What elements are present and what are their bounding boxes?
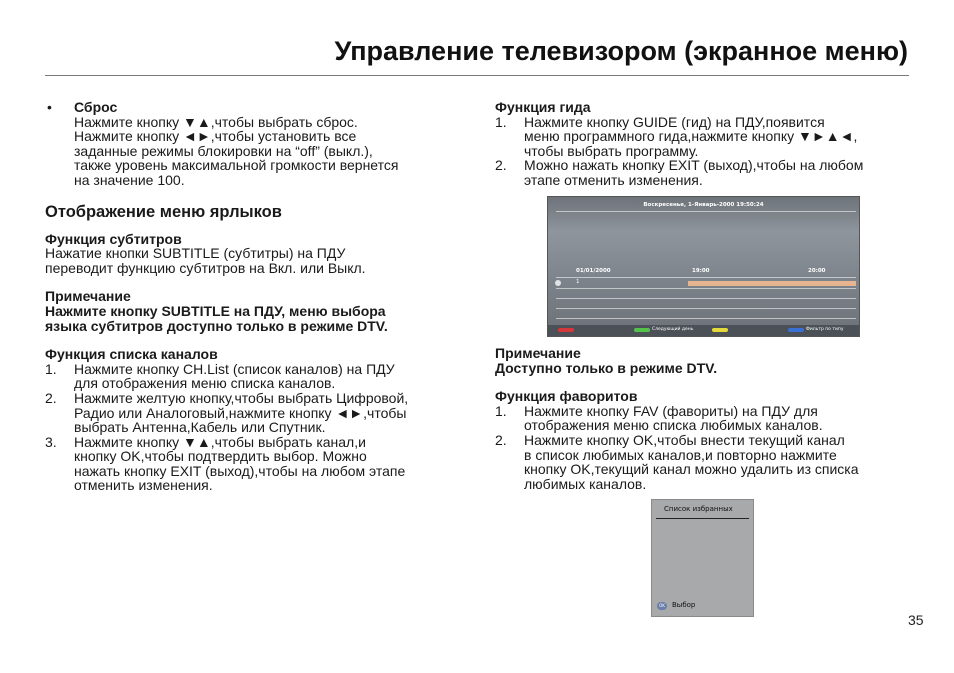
list-line: этапе отменить изменения. bbox=[524, 171, 703, 188]
reset-line: на значение 100. bbox=[74, 171, 185, 188]
list-number: 2. bbox=[495, 157, 507, 174]
reset-line: Нажмите кнопку ◄►,чтобы установить все bbox=[74, 128, 357, 145]
channel-list-title: Функция списка каналов bbox=[45, 346, 218, 363]
select-label: Выбор bbox=[672, 601, 696, 609]
list-number: 3. bbox=[45, 433, 57, 450]
left-column bbox=[45, 100, 465, 493]
list-line: Нажмите кнопку CH.List (список каналов) на ПДУ bbox=[74, 360, 395, 377]
list-item bbox=[495, 404, 915, 433]
list-number: 2. bbox=[45, 389, 57, 406]
list-line: отменить изменения. bbox=[74, 477, 213, 494]
epg-divider bbox=[556, 298, 856, 299]
epg-screenshot bbox=[547, 196, 860, 337]
list-line: в список любимых каналов,и повторно нажмите bbox=[524, 446, 837, 463]
ok-key-icon[interactable]: OK bbox=[657, 602, 667, 610]
green-key-icon[interactable] bbox=[634, 328, 650, 332]
subtitle-title: Функция субтитров bbox=[45, 230, 182, 247]
note-title: Примечание bbox=[45, 288, 131, 305]
list-line: Нажмите кнопку ▼▲,чтобы выбрать канал,и bbox=[74, 433, 366, 450]
right-lower-column bbox=[495, 346, 915, 491]
red-key-icon[interactable] bbox=[558, 328, 574, 332]
epg-divider bbox=[556, 277, 856, 278]
page-title: Управление телевизором (экранное меню) bbox=[334, 36, 908, 66]
subtitle-line: переводит функцию субтитров на Вкл. или Выкл. bbox=[45, 259, 366, 276]
favorites-screenshot bbox=[651, 499, 754, 617]
list-line: Нажмите желтую кнопку,чтобы выбрать Цифровой, bbox=[74, 389, 409, 406]
epg-program-bar[interactable] bbox=[688, 281, 856, 286]
note-line: языка субтитров доступно только в режиме DTV. bbox=[45, 317, 388, 334]
favorites-title: Функция фаворитов bbox=[495, 388, 638, 405]
list-line: Нажмите кнопку GUIDE (гид) на ПДУ,появится bbox=[524, 113, 825, 130]
reset-line: Нажмите кнопку ▼▲,чтобы выбрать сброс. bbox=[74, 113, 358, 130]
epg-channel-number: 1 bbox=[576, 279, 580, 285]
list-line: кнопку OK,текущий канал можно удалить из списка bbox=[524, 461, 859, 478]
list-item bbox=[45, 362, 465, 391]
next-day-label: Следующий день bbox=[652, 327, 694, 332]
list-line: для отображения меню списка каналов. bbox=[74, 375, 336, 392]
list-line: отображения меню списка любимых каналов. bbox=[524, 417, 823, 434]
list-line: Нажмите кнопку FAV (фавориты) на ПДУ для bbox=[524, 402, 818, 419]
epg-date: 01/01/2000 bbox=[576, 268, 611, 274]
epg-footer bbox=[548, 325, 859, 337]
bullet-mark: • bbox=[47, 99, 52, 115]
list-line: любимых каналов. bbox=[524, 475, 647, 492]
list-line: Можно нажать кнопку EXIT (выход),чтобы на любом bbox=[524, 157, 864, 174]
epg-divider bbox=[556, 211, 856, 212]
list-number: 1. bbox=[495, 113, 507, 130]
epg-time-start: 19:00 bbox=[692, 268, 710, 274]
list-line: Нажмите кнопку OK,чтобы внести текущий канал bbox=[524, 431, 845, 448]
list-line: Радио или Аналоговый,нажмите кнопку ◄►,чтобы bbox=[74, 404, 407, 421]
yellow-key-icon[interactable] bbox=[712, 328, 728, 332]
list-line: меню программного гида,нажмите кнопку ▼►▲◄, bbox=[524, 128, 858, 145]
right-column bbox=[495, 100, 915, 188]
list-item bbox=[495, 433, 915, 491]
reset-section bbox=[45, 100, 465, 188]
epg-divider bbox=[556, 318, 856, 319]
blue-key-icon[interactable] bbox=[788, 328, 804, 332]
favorites-divider bbox=[656, 518, 749, 519]
epg-divider bbox=[556, 288, 856, 289]
epg-time-end: 20:00 bbox=[808, 268, 826, 274]
reset-line: также уровень максимальной громкости вернется bbox=[74, 157, 399, 174]
list-number: 1. bbox=[45, 360, 57, 377]
subtitle-line: Нажатие кнопки SUBTITLE (субтитры) на ПДУ bbox=[45, 245, 346, 262]
list-line: кнопку OK,чтобы подтвердить выбор. Можно bbox=[74, 448, 367, 465]
page-number: 35 bbox=[908, 612, 924, 628]
channel-dot-icon bbox=[555, 280, 561, 286]
list-number: 1. bbox=[495, 402, 507, 419]
reset-title: Сброс bbox=[74, 99, 118, 115]
epg-divider bbox=[556, 308, 856, 309]
favorites-panel-title: Список избранных bbox=[664, 505, 733, 513]
reset-line: заданные режимы блокировки на “off” (выкл.), bbox=[74, 142, 373, 159]
shortcut-menu-heading: Отображение меню ярлыков bbox=[45, 202, 282, 221]
guide-title: Функция гида bbox=[495, 99, 591, 115]
note-line: Нажмите кнопку SUBTITLE на ПДУ, меню выбора bbox=[45, 302, 386, 319]
epg-header: Воскресенье, 1-Январь-2000 19:50:24 bbox=[643, 202, 764, 208]
filter-label: Фильтр по типу bbox=[806, 327, 844, 332]
note-text: Доступно только в режиме DTV. bbox=[495, 359, 718, 376]
list-line: выбрать Антенна,Кабель или Спутник. bbox=[74, 419, 326, 436]
list-number: 2. bbox=[495, 431, 507, 448]
list-item bbox=[495, 158, 915, 187]
list-item bbox=[45, 435, 465, 493]
list-item bbox=[45, 391, 465, 435]
title-divider bbox=[45, 75, 909, 76]
list-line: нажать кнопку EXIT (выход),чтобы на любом этапе bbox=[74, 462, 406, 479]
list-item bbox=[495, 115, 915, 159]
note-title: Примечание bbox=[495, 345, 581, 361]
list-line: чтобы выбрать программу. bbox=[524, 142, 699, 159]
